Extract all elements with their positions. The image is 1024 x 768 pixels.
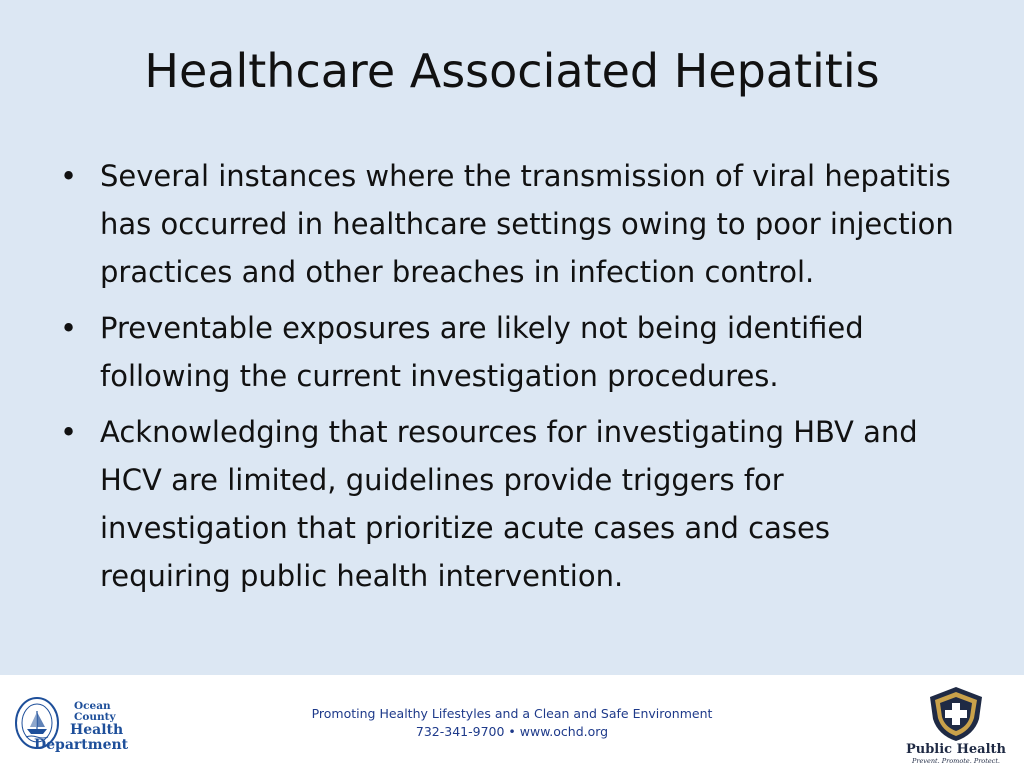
public-health-tagline: Prevent. Promote. Protect. [911, 757, 1000, 765]
footer-contact: 732-341-9700 • www.ochd.org [415, 724, 609, 739]
bullet-marker: • [60, 415, 78, 449]
public-health-label: Public Health [905, 742, 1006, 757]
footer-bar [0, 675, 1024, 768]
bullet-item [60, 408, 960, 600]
bullet-list [60, 152, 960, 608]
bullet-text: Preventable exposures are likely not being identified following the current investigation procedures. [100, 311, 864, 393]
footer-text [212, 705, 812, 741]
bullet-text: Several instances where the transmission of viral hepatitis has occurred in healthcare settings owing to poor injection practices and other breaches in infection control. [100, 159, 954, 289]
bullet-item [60, 152, 960, 296]
bullet-text: Acknowledging that resources for investigating HBV and HCV are limited, guidelines provide triggers for investigation that prioritize acute cases and cases requiring public health intervention. [100, 415, 918, 593]
department-name: Ocean County Health Department [34, 700, 129, 753]
public-health-logo [900, 685, 1012, 765]
slide-title: Healthcare Associated Hepatitis [144, 44, 880, 98]
shield-cross-icon [926, 685, 986, 743]
bullet-marker: • [60, 311, 78, 345]
footer-tagline: Promoting Healthy Lifestyles and a Clean and Safe Environment [311, 706, 713, 721]
bullet-item [60, 304, 960, 400]
ocean-county-health-logo [14, 695, 129, 761]
bullet-marker: • [60, 159, 78, 193]
